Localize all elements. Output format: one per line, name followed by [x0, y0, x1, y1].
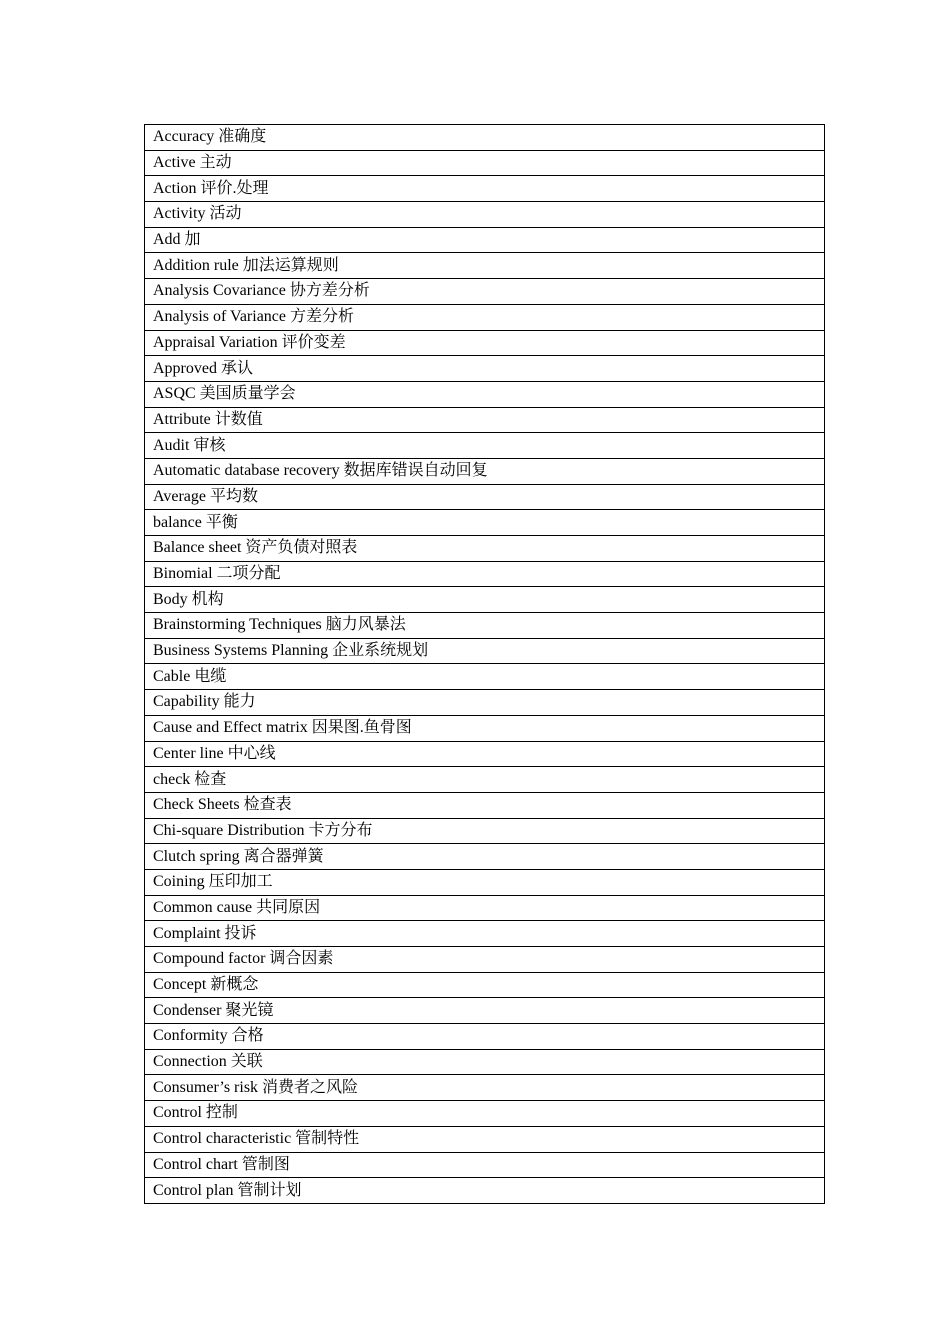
glossary-term-cell: Appraisal Variation 评价变差: [145, 330, 825, 356]
table-row: [145, 407, 825, 433]
table-row: [145, 202, 825, 228]
table-row: [145, 561, 825, 587]
table-row: [145, 536, 825, 562]
glossary-term-cell: Control plan 管制计划: [145, 1178, 825, 1204]
glossary-term-cell: Analysis of Variance 方差分析: [145, 304, 825, 330]
glossary-term-cell: Consumer’s risk 消费者之风险: [145, 1075, 825, 1101]
table-row: [145, 433, 825, 459]
table-row: [145, 1178, 825, 1204]
glossary-term-cell: Body 机构: [145, 587, 825, 613]
glossary-term-cell: Analysis Covariance 协方差分析: [145, 279, 825, 305]
glossary-term-cell: Check Sheets 检查表: [145, 792, 825, 818]
table-row: [145, 227, 825, 253]
table-row: [145, 1152, 825, 1178]
glossary-term-cell: Capability 能力: [145, 690, 825, 716]
glossary-term-cell: Average 平均数: [145, 484, 825, 510]
table-row: [145, 458, 825, 484]
table-row: [145, 587, 825, 613]
table-row: [145, 1049, 825, 1075]
table-row: [145, 304, 825, 330]
glossary-term-cell: balance 平衡: [145, 510, 825, 536]
glossary-term-cell: Action 评价.处理: [145, 176, 825, 202]
table-row: [145, 869, 825, 895]
table-row: [145, 1075, 825, 1101]
glossary-term-cell: Condenser 聚光镜: [145, 998, 825, 1024]
table-row: [145, 664, 825, 690]
table-row: [145, 690, 825, 716]
table-row: [145, 510, 825, 536]
glossary-term-cell: ASQC 美国质量学会: [145, 381, 825, 407]
table-row: [145, 792, 825, 818]
table-row: [145, 818, 825, 844]
table-row: [145, 1126, 825, 1152]
glossary-term-cell: Clutch spring 离合器弹簧: [145, 844, 825, 870]
glossary-term-cell: Add 加: [145, 227, 825, 253]
glossary-term-cell: Business Systems Planning 企业系统规划: [145, 638, 825, 664]
table-row: [145, 279, 825, 305]
glossary-term-cell: Approved 承认: [145, 356, 825, 382]
glossary-term-cell: Control 控制: [145, 1101, 825, 1127]
glossary-term-cell: Cable 电缆: [145, 664, 825, 690]
table-row: [145, 125, 825, 151]
table-row: [145, 150, 825, 176]
table-row: [145, 613, 825, 639]
glossary-term-cell: Complaint 投诉: [145, 921, 825, 947]
table-row: [145, 895, 825, 921]
glossary-term-cell: Activity 活动: [145, 202, 825, 228]
glossary-term-cell: Automatic database recovery 数据库错误自动回复: [145, 458, 825, 484]
glossary-term-cell: Conformity 合格: [145, 1024, 825, 1050]
table-row: [145, 844, 825, 870]
glossary-term-cell: Addition rule 加法运算规则: [145, 253, 825, 279]
glossary-term-cell: Active 主动: [145, 150, 825, 176]
glossary-term-cell: Connection 关联: [145, 1049, 825, 1075]
table-row: [145, 972, 825, 998]
table-row: [145, 947, 825, 973]
glossary-term-cell: Audit 审核: [145, 433, 825, 459]
glossary-term-cell: Chi-square Distribution 卡方分布: [145, 818, 825, 844]
table-row: [145, 921, 825, 947]
table-row: [145, 1024, 825, 1050]
glossary-table: [144, 124, 825, 1204]
glossary-term-cell: Compound factor 调合因素: [145, 947, 825, 973]
glossary-term-cell: Concept 新概念: [145, 972, 825, 998]
glossary-term-cell: check 检查: [145, 767, 825, 793]
glossary-term-cell: Cause and Effect matrix 因果图.鱼骨图: [145, 715, 825, 741]
glossary-term-cell: Binomial 二项分配: [145, 561, 825, 587]
glossary-term-cell: Center line 中心线: [145, 741, 825, 767]
glossary-term-cell: Control characteristic 管制特性: [145, 1126, 825, 1152]
table-row: [145, 638, 825, 664]
table-row: [145, 1101, 825, 1127]
table-row: [145, 715, 825, 741]
glossary-term-cell: Brainstorming Techniques 脑力风暴法: [145, 613, 825, 639]
table-row: [145, 176, 825, 202]
table-row: [145, 767, 825, 793]
glossary-term-cell: Common cause 共同原因: [145, 895, 825, 921]
glossary-table-body: [145, 125, 825, 1204]
table-row: [145, 381, 825, 407]
table-row: [145, 253, 825, 279]
table-row: [145, 998, 825, 1024]
table-row: [145, 484, 825, 510]
table-row: [145, 741, 825, 767]
glossary-term-cell: Balance sheet 资产负债对照表: [145, 536, 825, 562]
glossary-term-cell: Accuracy 准确度: [145, 125, 825, 151]
table-row: [145, 356, 825, 382]
glossary-term-cell: Coining 压印加工: [145, 869, 825, 895]
table-row: [145, 330, 825, 356]
glossary-term-cell: Control chart 管制图: [145, 1152, 825, 1178]
glossary-term-cell: Attribute 计数值: [145, 407, 825, 433]
